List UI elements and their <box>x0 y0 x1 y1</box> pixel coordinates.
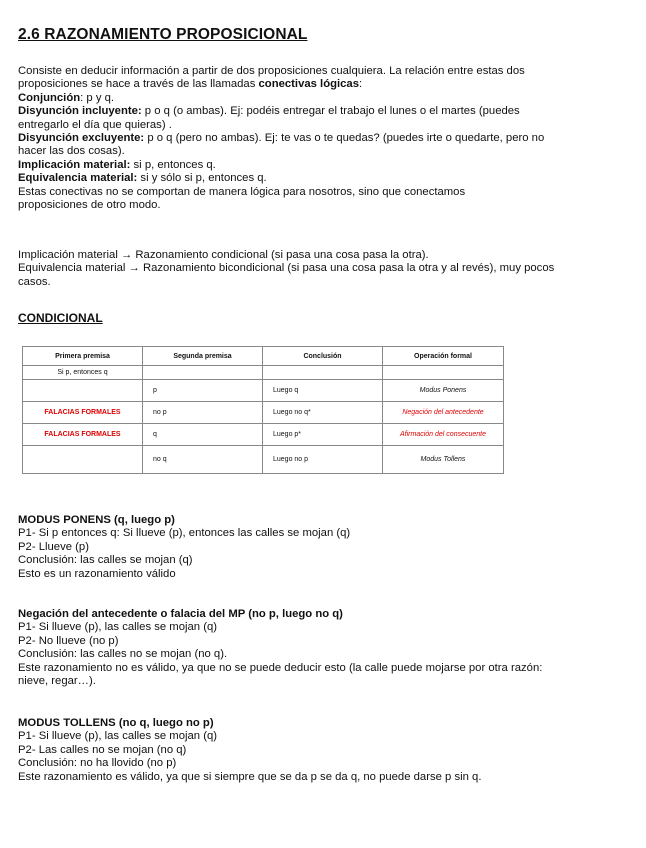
conjuncion-term: Conjunción <box>18 91 81 104</box>
modus-ponens-heading: MODUS PONENS (q, luego p) <box>18 514 175 526</box>
note-line: Estas conectivas no se comportan de manera lógica para nosotros, sino que conectamos <box>18 185 466 198</box>
validity-note: Este razonamiento es válido, ya que si siempre que se da p se da q, no puede darse p sin q. <box>18 770 482 783</box>
conjuncion-line <box>18 92 626 105</box>
page-title: 2.6 RAZONAMIENTO PROPOSICIONAL <box>18 26 308 43</box>
relation-line: Equivalencia material → Razonamiento bicondicional (si pasa una cosa pasa la otra y al revés), muy pocos <box>18 262 555 275</box>
modus-ponens-section <box>18 514 626 581</box>
disyuncion-incluyente-def: p o q (o ambas). Ej: podéis entregar el trabajo el lunes o el martes (puedes <box>141 105 520 118</box>
table-row <box>23 366 504 380</box>
relation-line: casos. <box>18 275 51 288</box>
table-cell <box>23 446 143 474</box>
negacion-antecedente-section <box>18 608 626 688</box>
validity-note: nieve, regar…). <box>18 675 96 688</box>
equivalencia-term: Equivalencia material: <box>18 172 138 185</box>
table-header: Segunda premisa <box>143 347 263 366</box>
table-cell: Modus Tollens <box>383 446 504 474</box>
relations-section <box>18 249 626 289</box>
conclusion: Conclusión: las calles no se mojan (no q). <box>18 648 228 661</box>
intro-section <box>18 65 626 212</box>
premise-1: P1- Si p entonces q: Si llueve (p), entonces las calles se mojan (q) <box>18 527 351 540</box>
table-row <box>23 380 504 402</box>
table-cell-fallacy-op: Afirmación del consecuente <box>383 424 504 446</box>
premise-1: P1- Si llueve (p), las calles se mojan (q) <box>18 621 218 634</box>
table-row <box>23 446 504 474</box>
table-cell <box>383 366 504 380</box>
conditional-table <box>22 346 504 474</box>
conclusion: Conclusión: no ha llovido (no p) <box>18 757 177 770</box>
table-cell: Luego no p <box>263 446 383 474</box>
table-cell: q <box>143 424 263 446</box>
table-cell: Luego no q* <box>263 402 383 424</box>
premise-2: P2- Las calles no se mojan (no q) <box>18 743 187 756</box>
table-cell: Luego q <box>263 380 383 402</box>
conjuncion-def: : p y q. <box>80 91 115 104</box>
table-cell <box>143 366 263 380</box>
table-header: Operación formal <box>383 347 504 366</box>
section-heading: CONDICIONAL <box>18 311 103 325</box>
table-cell: Luego p* <box>263 424 383 446</box>
table-header-row <box>23 347 504 366</box>
modus-tollens-section <box>18 717 626 784</box>
table-cell-fallacy: FALACIAS FORMALES <box>23 402 143 424</box>
table-header: Primera premisa <box>23 347 143 366</box>
disyuncion-excluyente-line <box>18 132 626 145</box>
disyuncion-excluyente-term: Disyunción excluyente: <box>18 132 145 145</box>
disyuncion-incluyente-line <box>18 105 626 118</box>
premise-2: P2- Llueve (p) <box>18 540 89 553</box>
equivalencia-def: si y sólo si p, entonces q. <box>137 172 267 185</box>
table-cell-fallacy: FALACIAS FORMALES <box>23 424 143 446</box>
intro-bold-term: conectivas lógicas <box>258 78 359 91</box>
conclusion: Conclusión: las calles se mojan (q) <box>18 554 193 567</box>
table-cell: no p <box>143 402 263 424</box>
implicacion-line <box>18 159 626 172</box>
premise-1: P1- Si llueve (p), las calles se mojan (q) <box>18 730 218 743</box>
relation-line: Implicación material → Razonamiento condicional (si pasa una cosa pasa la otra). <box>18 249 429 261</box>
note-line: proposiciones de otro modo. <box>18 199 161 212</box>
intro-text: : <box>358 78 363 91</box>
table-header: Conclusión <box>263 347 383 366</box>
equivalencia-line <box>18 172 626 185</box>
disyuncion-excluyente-def: p o q (pero no ambas). Ej: te vas o te quedas? (puedes irte o quedarte, pero no <box>144 132 545 145</box>
disyuncion-incluyente-line: entregarlo el día que quieras) . <box>18 118 172 131</box>
disyuncion-incluyente-term: Disyunción incluyente: <box>18 105 142 118</box>
table-cell: p <box>143 380 263 402</box>
negacion-heading: Negación del antecedente o falacia del MP (no p, luego no q) <box>18 608 343 620</box>
validity-note: Esto es un razonamiento válido <box>18 567 176 580</box>
implicacion-def: si p, entonces q. <box>130 158 216 171</box>
table-cell <box>23 380 143 402</box>
table-row <box>23 402 504 424</box>
table-cell: Si p, entonces q <box>23 366 143 380</box>
intro-line: Consiste en deducir información a partir de dos proposiciones cualquiera. La relación entre estas dos <box>18 65 525 77</box>
disyuncion-excluyente-line: hacer las dos cosas). <box>18 145 125 158</box>
table-row <box>23 424 504 446</box>
intro-text: proposiciones se hace a través de las llamadas <box>18 78 259 91</box>
table-cell <box>263 366 383 380</box>
table-cell: no q <box>143 446 263 474</box>
modus-tollens-heading: MODUS TOLLENS (no q, luego no p) <box>18 717 214 729</box>
validity-note: Este razonamiento no es válido, ya que no se puede deducir esto (la calle puede mojarse por otra razón: <box>18 661 543 674</box>
premise-2: P2- No llueve (no p) <box>18 634 119 647</box>
implicacion-term: Implicación material: <box>18 158 131 171</box>
table-cell: Modus Ponens <box>383 380 504 402</box>
table-cell-fallacy-op: Negación del antecedente <box>383 402 504 424</box>
intro-line <box>18 78 626 91</box>
